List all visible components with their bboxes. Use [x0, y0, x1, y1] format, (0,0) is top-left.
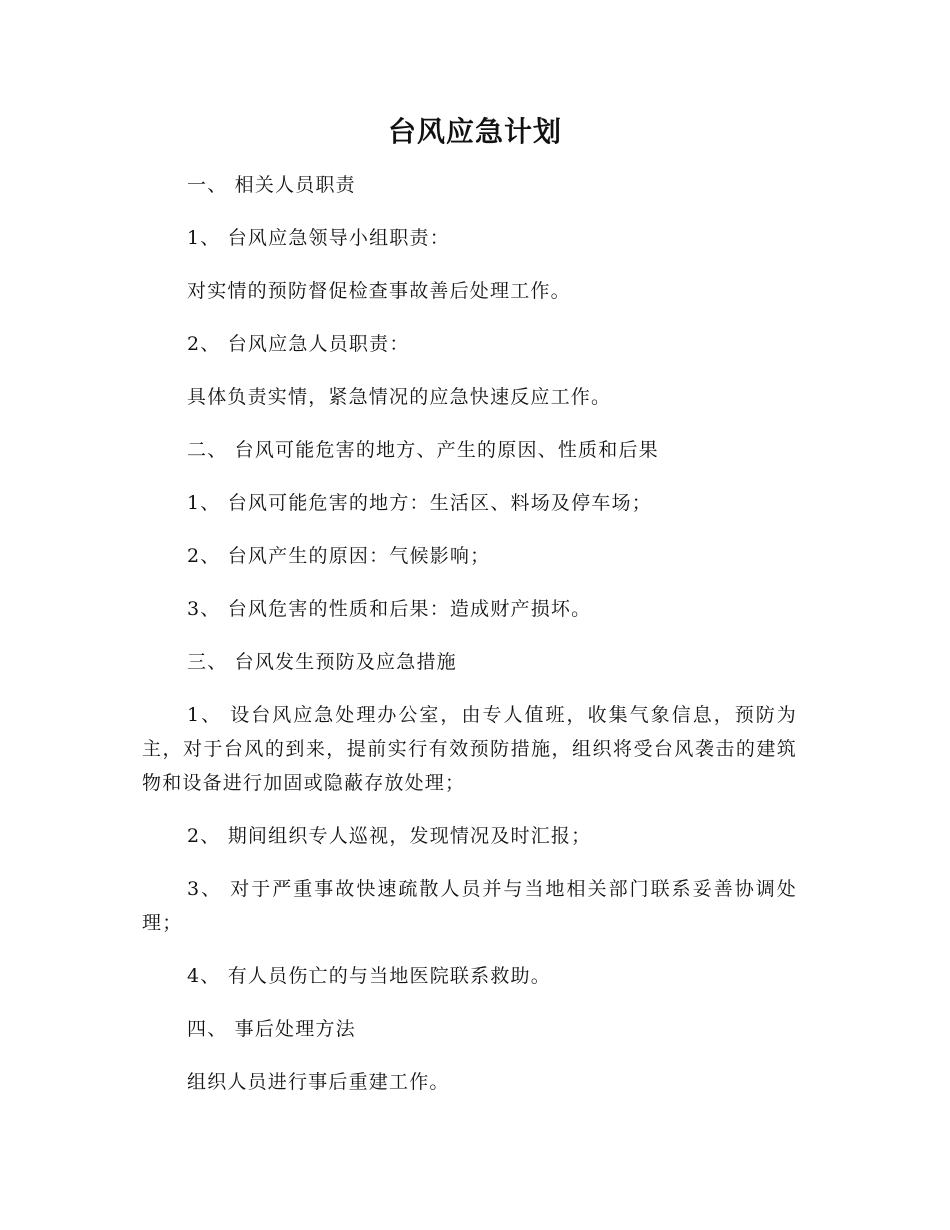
- item-2-2: 2、 台风产生的原因：气候影响；: [187, 545, 491, 567]
- item-text-1-1: 对实情的预防督促检查事故善后处理工作。: [187, 280, 571, 302]
- item-3-2: 2、 期间组织专人巡视，发现情况及时汇报；: [187, 825, 592, 847]
- item-3-1: 1、 设台风应急处理办公室，由专人值班，收集气象信息，预防为主，对于台风的到来，提前实行有效预防措施，组织将受台风袭击的建筑物和设备进行加固或隐蔽存放处理；: [142, 704, 797, 794]
- document-body: [142, 168, 797, 1118]
- section-heading-4: 四、 事后处理方法: [187, 1018, 356, 1040]
- document-title: 台风应急计划: [387, 115, 562, 148]
- item-3-3: 3、 对于严重事故快速疏散人员并与当地相关部门联系妥善协调处理；: [142, 878, 797, 934]
- item-2-3: 3、 台风危害的性质和后果：造成财产损坏。: [187, 598, 592, 620]
- item-text-4: 组织人员进行事后重建工作。: [187, 1071, 450, 1093]
- item-3-4: 4、 有人员伤亡的与当地医院联系救助。: [187, 965, 551, 987]
- item-text-1-2: 具体负责实情，紧急情况的应急快速反应工作。: [187, 386, 612, 408]
- section-heading-1: 一、 相关人员职责: [187, 174, 356, 196]
- item-heading-1-2: 2、 台风应急人员职责：: [187, 333, 410, 355]
- section-heading-2: 二、 台风可能危害的地方、产生的原因、性质和后果: [187, 439, 659, 461]
- item-heading-1-1: 1、 台风应急领导小组职责：: [187, 227, 450, 249]
- section-heading-3: 三、 台风发生预防及应急措施: [187, 651, 457, 673]
- item-2-1: 1、 台风可能危害的地方：生活区、料场及停车场；: [187, 492, 652, 514]
